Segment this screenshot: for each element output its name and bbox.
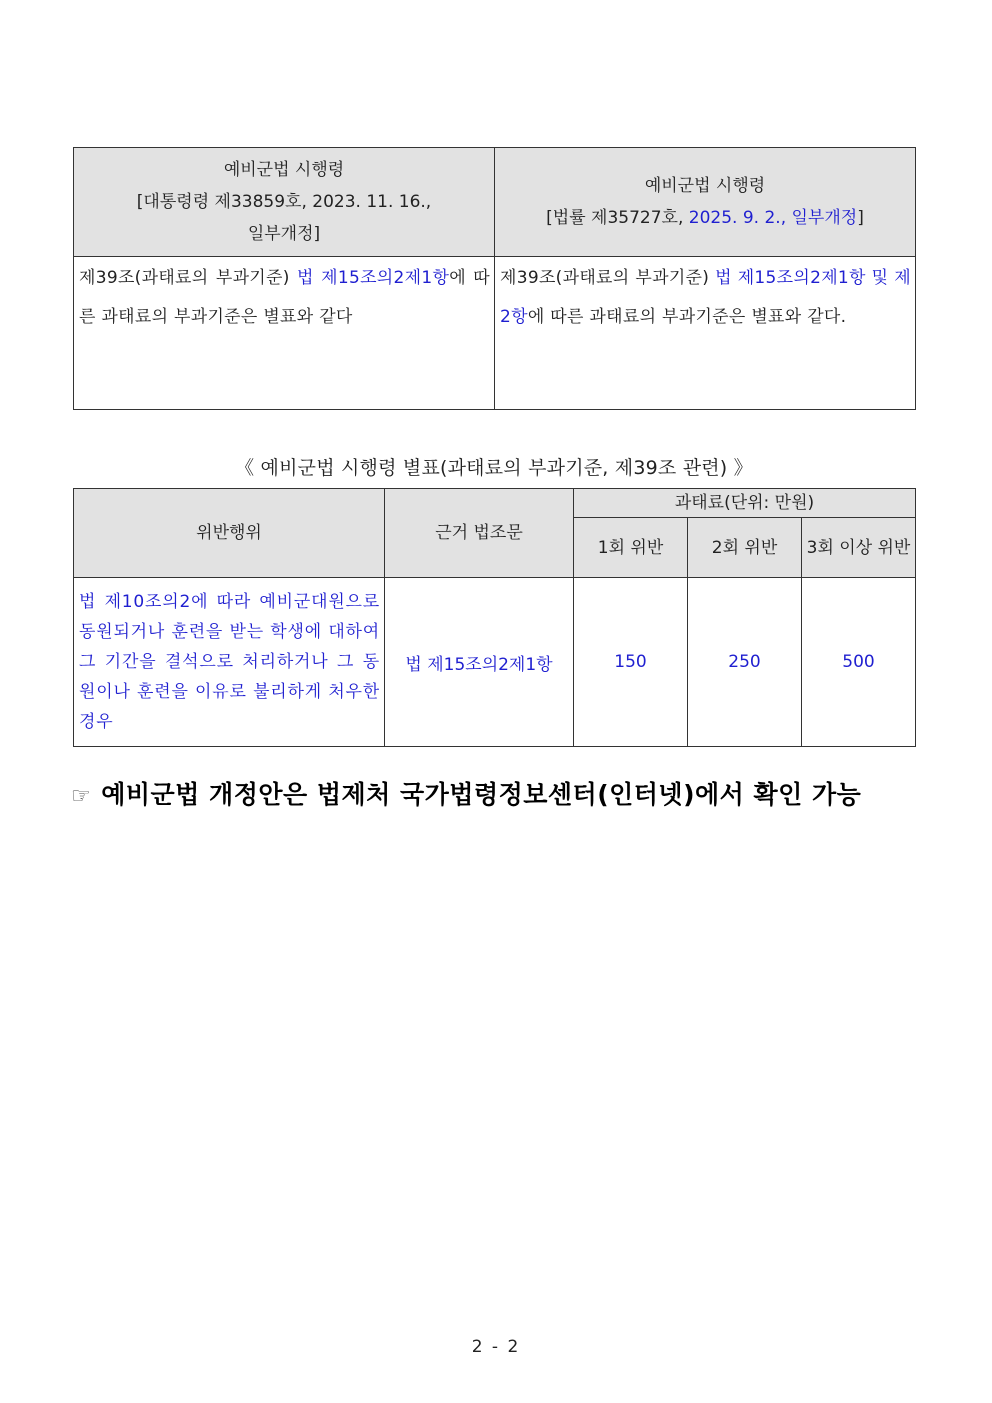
- second-violation-fine: 250: [688, 578, 802, 747]
- fine-criteria-table: [73, 488, 916, 747]
- third-violation-fine: 500: [802, 578, 916, 747]
- new-decree-number-prefix: [법률 제35727호,: [546, 208, 689, 228]
- old-decree-number: [대통령령 제33859호, 2023. 11. 16.,: [136, 192, 432, 212]
- comparison-table: [73, 147, 916, 410]
- violation-header: 위반행위: [74, 489, 385, 578]
- new-decree-amend-date: 2025. 9. 2., 일부개정: [688, 208, 858, 228]
- second-violation-header: 2회 위반: [688, 518, 802, 578]
- new-article-reference: 법 제15조의2제1항 및 제2항: [500, 268, 911, 327]
- basis-article: 법 제15조의2제1항: [385, 578, 574, 747]
- pointing-hand-icon: ☞: [71, 784, 92, 809]
- page-number: 2 - 2: [471, 1337, 521, 1357]
- reference-note: [71, 776, 941, 816]
- old-article-reference: 법 제15조의2제1항: [297, 268, 450, 288]
- new-decree-title: 예비군법 시행령: [644, 176, 766, 196]
- first-violation-header: 1회 위반: [574, 518, 688, 578]
- violation-description: 법 제10조의2에 따라 예비군대원으로 동원되거나 훈련을 받는 학생에 대하여 그 기간을 결석으로 처리하거나 그 동원이나 훈련을 이유로 불리하게 처우한 경우: [74, 578, 385, 747]
- third-violation-header: 3회 이상 위반: [802, 518, 916, 578]
- new-decree-number-suffix: ]: [857, 208, 864, 228]
- new-article-title: 제39조(과태료의 부과기준): [500, 268, 716, 288]
- fine-group-header: 과태료(단위: 만원): [574, 489, 916, 518]
- basis-header: 근거 법조문: [385, 489, 574, 578]
- old-article-title: 제39조(과태료의 부과기준): [79, 268, 298, 288]
- note-text: 예비군법 개정안은 법제처 국가법령정보센터(인터넷)에서 확인 가능: [101, 780, 862, 809]
- first-violation-fine: 150: [574, 578, 688, 747]
- annex-caption: 《 예비군법 시행령 별표(과태료의 부과기준, 제39조 관련) 》: [235, 457, 753, 479]
- old-decree-amend-type: 일부개정]: [247, 224, 321, 244]
- old-decree-title: 예비군법 시행령: [223, 160, 345, 180]
- new-decree-number: [501, 202, 909, 234]
- new-decree-header: [495, 148, 916, 257]
- old-article-39: [74, 257, 495, 410]
- new-article-text: 에 따른 과태료의 부과기준은 별표와 같다.: [527, 307, 847, 327]
- old-article-text: 에 따른 과태료의 부과기준은 별표와 같다: [79, 268, 490, 327]
- old-decree-header: [74, 148, 495, 257]
- new-article-39: [495, 257, 916, 410]
- table-row: [74, 578, 916, 747]
